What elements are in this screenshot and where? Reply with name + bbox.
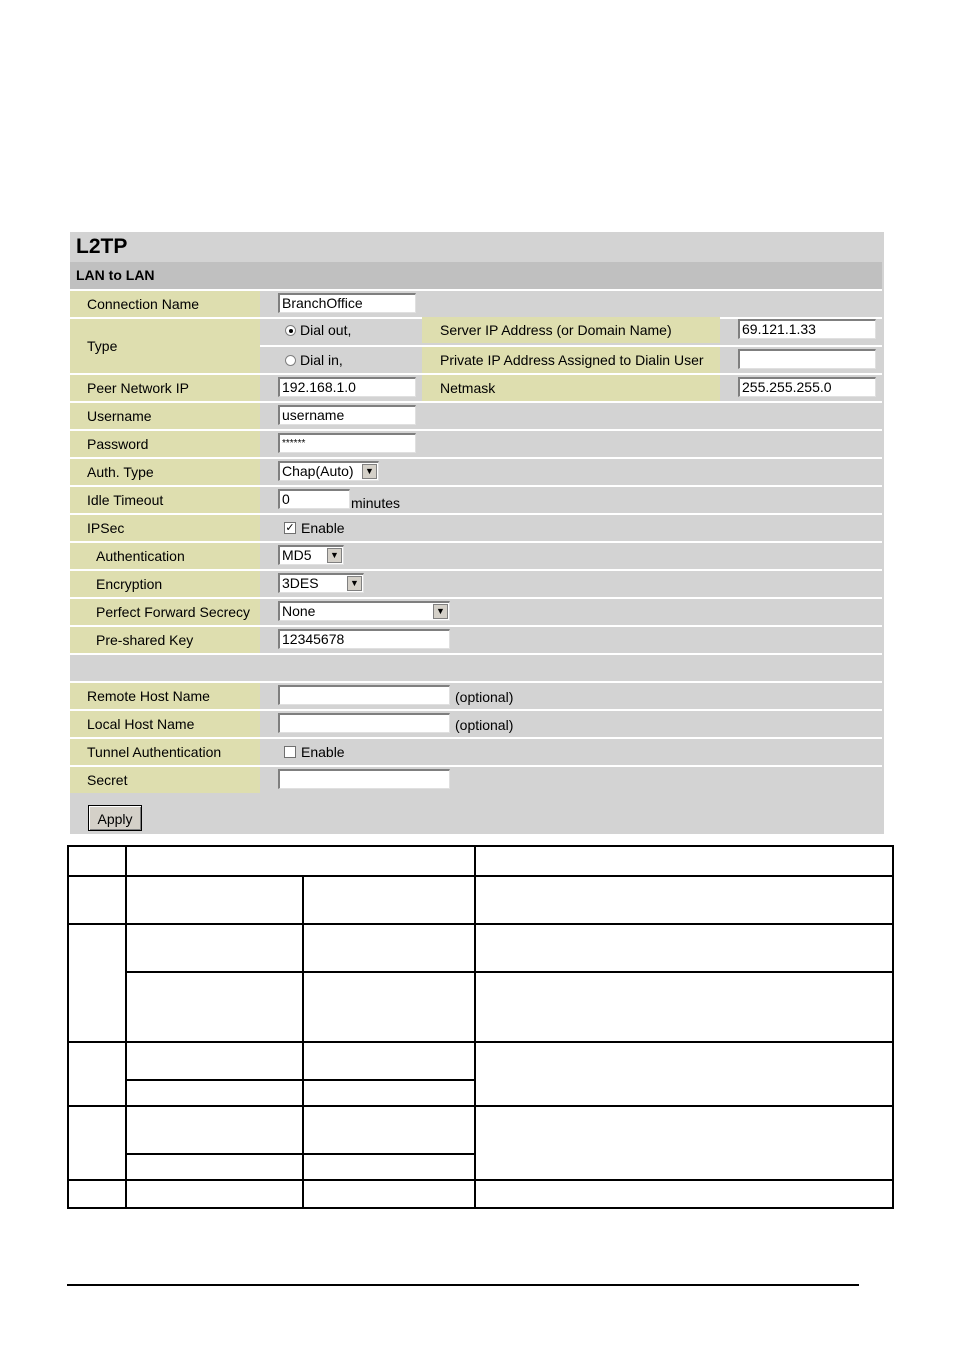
table-cell (68, 1106, 126, 1180)
l2tp-panel (70, 232, 884, 834)
dial-in-label: Dial in, (300, 352, 343, 368)
table-cell (303, 924, 474, 972)
server-ip-label: Server IP Address (or Domain Name) (422, 317, 720, 343)
remote-host-optional: (optional) (455, 689, 514, 705)
table-cell (68, 876, 126, 924)
peer-network-ip-input[interactable]: 192.168.1.0 (278, 377, 416, 397)
table-cell (68, 846, 126, 876)
connection-name-input[interactable]: BranchOffice (278, 293, 416, 313)
chevron-down-icon[interactable]: ▼ (327, 548, 342, 563)
table-cell (126, 1080, 303, 1106)
table-cell (68, 924, 126, 1042)
netmask-input[interactable]: 255.255.255.0 (738, 377, 876, 397)
table-cell (475, 924, 894, 972)
encryption-value: 3DES (282, 575, 319, 591)
username-input[interactable]: username (278, 405, 416, 425)
auth-type-select[interactable] (278, 461, 379, 481)
local-host-optional: (optional) (455, 717, 514, 733)
section-header (70, 262, 882, 289)
pfs-label: Perfect Forward Secrecy (70, 599, 260, 625)
table-cell (303, 876, 474, 924)
table-cell (126, 1180, 303, 1208)
table-cell (126, 846, 475, 876)
table-cell (475, 972, 894, 1042)
pfs-value: None (282, 603, 316, 619)
table-cell (475, 1042, 894, 1106)
auth-type-value: Chap(Auto) (282, 463, 354, 479)
table-cell (303, 1154, 474, 1180)
auth-type-label: Auth. Type (70, 459, 260, 485)
ipsec-enable-label: Enable (301, 520, 345, 536)
table-cell (68, 1180, 126, 1208)
netmask-label: Netmask (422, 375, 720, 401)
peer-network-ip-label: Peer Network IP (70, 375, 260, 401)
authentication-select[interactable] (278, 545, 344, 565)
table-cell (303, 972, 474, 1042)
encryption-label: Encryption (70, 571, 260, 597)
table-cell (126, 1042, 303, 1080)
ipsec-label: IPSec (70, 515, 260, 541)
table-cell (68, 1042, 126, 1106)
password-input[interactable]: ****** (278, 433, 416, 453)
private-ip-label: Private IP Address Assigned to Dialin User (422, 347, 720, 373)
footer-rule (67, 1284, 859, 1286)
psk-input[interactable]: 12345678 (278, 629, 450, 649)
dial-out-radio[interactable] (285, 325, 296, 336)
authentication-label: Authentication (70, 543, 260, 569)
table-cell (303, 1080, 474, 1106)
dial-out-label: Dial out, (300, 322, 352, 338)
table-cell (126, 972, 303, 1042)
table-cell (303, 1180, 474, 1208)
chevron-down-icon[interactable]: ▼ (347, 576, 362, 591)
page-title: L2TP (76, 235, 128, 258)
remote-host-input[interactable] (278, 685, 450, 705)
password-label: Password (70, 431, 260, 457)
secret-input[interactable] (278, 769, 450, 789)
ipsec-enable-checkbox[interactable]: ✓ (285, 522, 295, 534)
tunnel-auth-label: Tunnel Authentication (70, 739, 260, 765)
section-title: LAN to LAN (76, 267, 155, 283)
table-cell (126, 1154, 303, 1180)
remote-host-label: Remote Host Name (70, 683, 260, 709)
dial-in-radio[interactable] (285, 355, 296, 366)
private-ip-input[interactable] (738, 349, 876, 369)
table-cell (303, 1042, 474, 1080)
table-cell (126, 876, 303, 924)
local-host-input[interactable] (278, 713, 450, 733)
table-cell (475, 876, 894, 924)
connection-name-label: Connection Name (70, 291, 260, 317)
tunnel-auth-checkbox[interactable] (284, 746, 296, 758)
table-cell (475, 846, 894, 876)
encryption-select[interactable] (278, 573, 364, 593)
table-cell (126, 924, 303, 972)
minutes-label: minutes (351, 495, 401, 511)
type-label: Type (70, 319, 260, 373)
tunnel-auth-enable-label: Enable (301, 744, 345, 760)
table-cell (126, 1106, 303, 1154)
table-cell (475, 1180, 894, 1208)
chevron-down-icon[interactable]: ▼ (433, 604, 448, 619)
spacer-row (70, 653, 882, 681)
username-label: Username (70, 403, 260, 429)
chevron-down-icon[interactable]: ▼ (362, 464, 377, 479)
table-cell (303, 1106, 474, 1154)
server-ip-input[interactable]: 69.121.1.33 (738, 319, 876, 339)
local-host-label: Local Host Name (70, 711, 260, 737)
idle-timeout-input[interactable]: 0 (278, 489, 350, 509)
table-cell (475, 1106, 894, 1180)
apply-button[interactable]: Apply (88, 805, 142, 831)
pfs-select[interactable] (278, 601, 450, 621)
authentication-value: MD5 (282, 547, 312, 563)
description-table (67, 845, 894, 1209)
psk-label: Pre-shared Key (70, 627, 260, 653)
secret-label: Secret (70, 767, 260, 793)
idle-timeout-label: Idle Timeout (70, 487, 260, 513)
